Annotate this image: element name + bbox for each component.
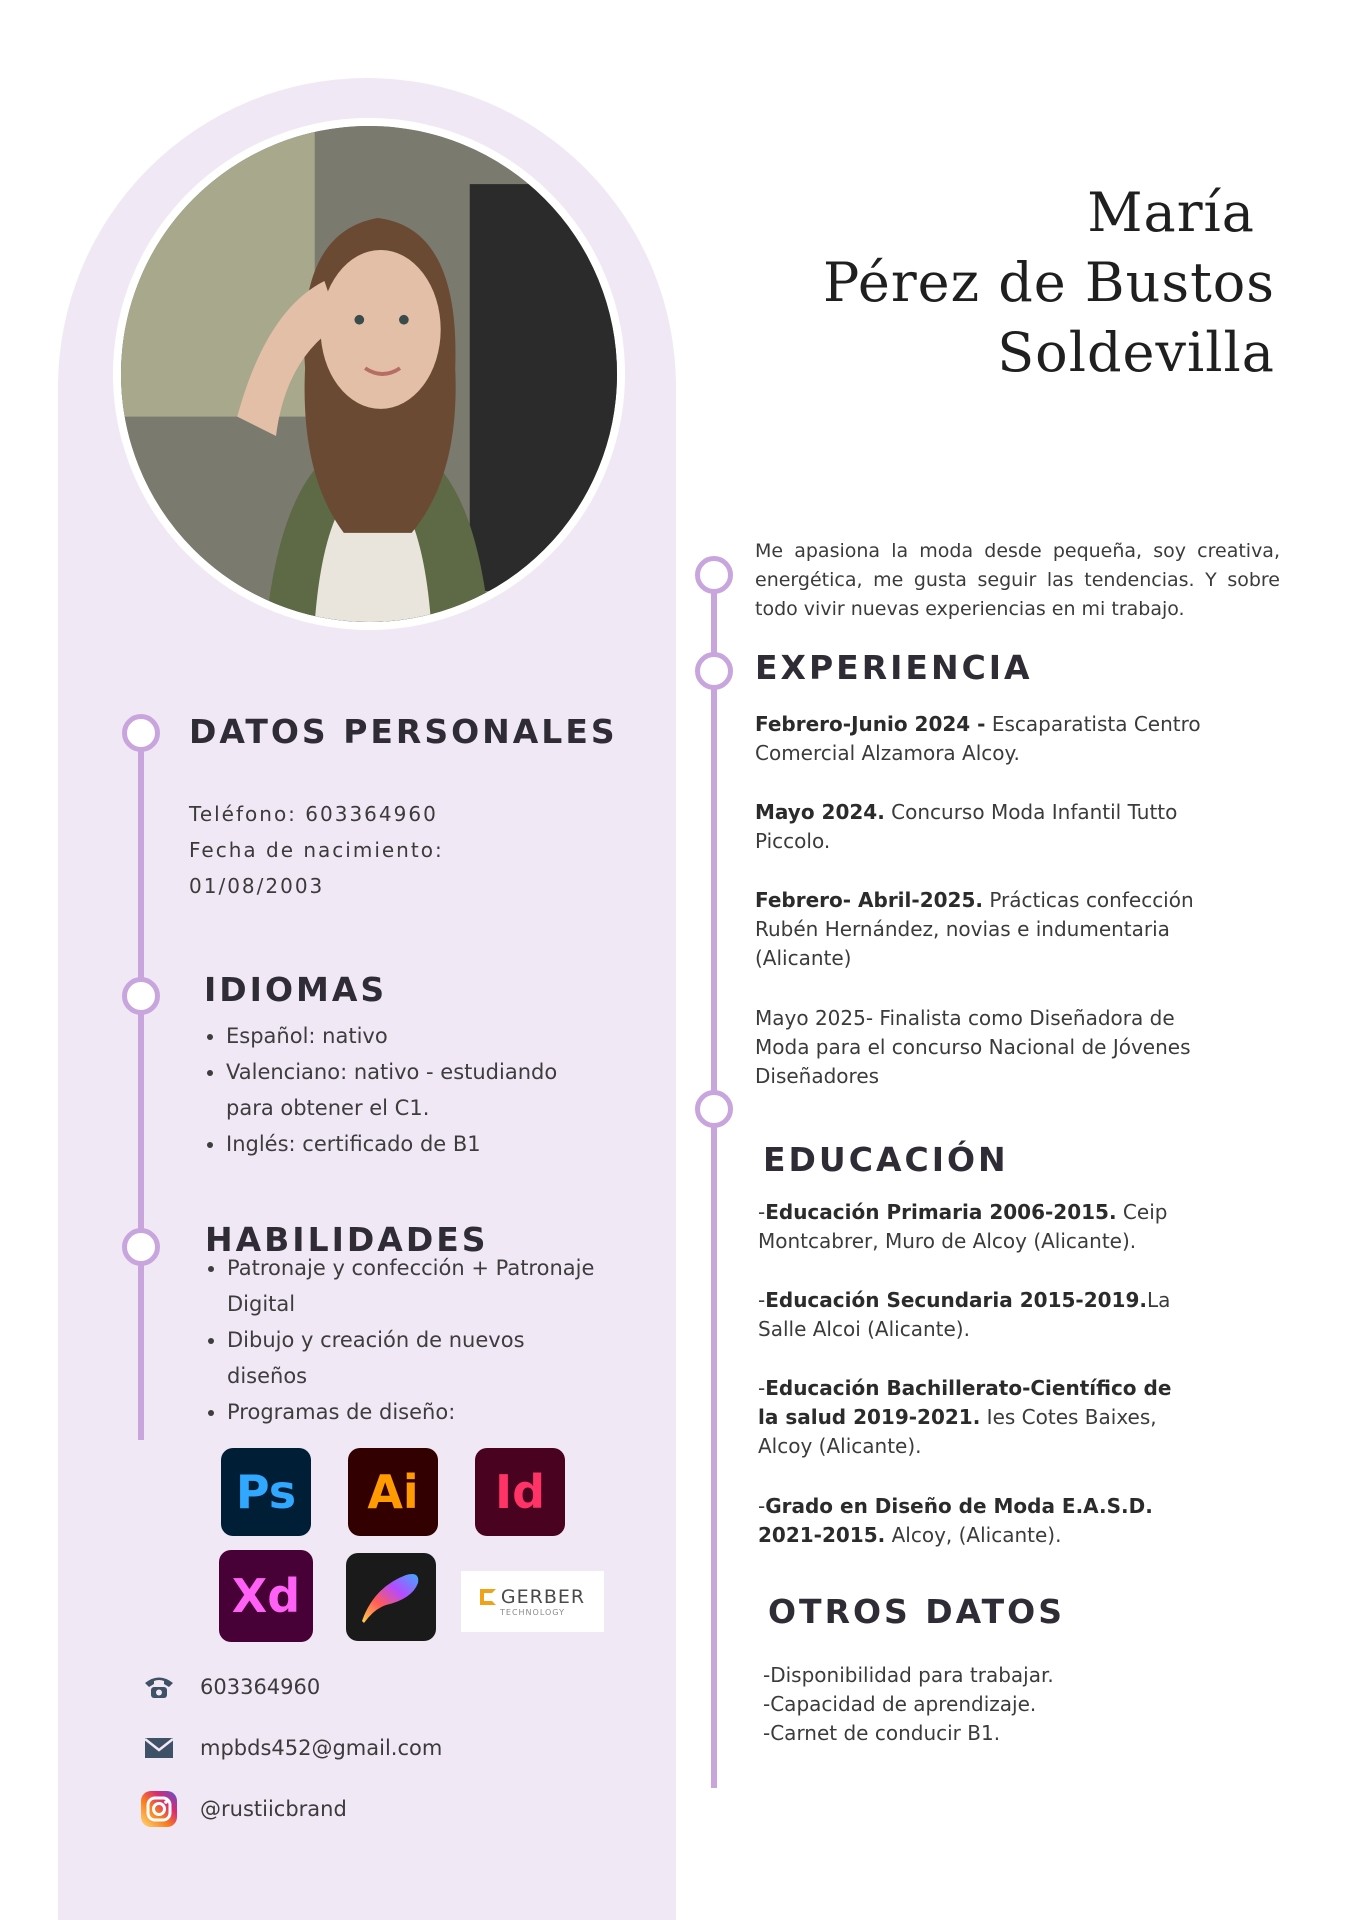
name-line-2: Pérez de Bustos <box>822 251 1275 314</box>
education-item <box>758 1198 1188 1256</box>
experience-item <box>755 1004 1205 1091</box>
procreate-brush-glyph <box>356 1567 426 1627</box>
left-timeline-line <box>138 733 144 1440</box>
gerber-logo <box>461 1571 604 1632</box>
experience-item <box>755 710 1205 768</box>
personal-heading: DATOS PERSONALES <box>189 712 618 751</box>
name-line-1: María <box>1087 181 1255 244</box>
contact-instagram[interactable]: @rustiicbrand <box>200 1797 347 1821</box>
procreate-icon <box>346 1553 436 1641</box>
indesign-icon: Id <box>475 1448 565 1536</box>
languages-list <box>190 1018 590 1162</box>
education-place: Ceip Montcabrer, Muro de Alcoy (Alicante). <box>758 1200 1168 1253</box>
personal-birth-date: 01/08/2003 <box>189 874 325 898</box>
education-dash: - <box>758 1288 766 1312</box>
education-item <box>758 1492 1188 1550</box>
education-place: La Salle Alcoi (Alicante). <box>758 1288 1171 1341</box>
list-item: • Español: nativo <box>226 1018 590 1054</box>
experience-date: Febrero- Abril-2025. <box>755 888 983 912</box>
personal-details <box>189 796 444 904</box>
profile-photo <box>113 118 625 630</box>
portrait-illustration <box>121 126 617 622</box>
education-item <box>758 1374 1188 1461</box>
timeline-node-personal <box>122 714 160 752</box>
experience-heading: EXPERIENCIA <box>755 648 1033 687</box>
contact-email[interactable]: mpbds452@gmail.com <box>200 1736 443 1760</box>
contact-phone-row <box>140 1668 320 1706</box>
name-line-3: Soldevilla <box>997 321 1275 384</box>
gerber-name: GERBER <box>500 1586 586 1608</box>
education-dash: - <box>758 1376 766 1400</box>
gerber-mark-icon <box>480 1589 496 1605</box>
list-item: -Carnet de conducir B1. <box>763 1721 1001 1745</box>
phone-icon <box>140 1668 178 1706</box>
timeline-node-skills <box>122 1228 160 1266</box>
other-heading: OTROS DATOS <box>768 1592 1065 1631</box>
timeline-node-education <box>695 1090 733 1128</box>
education-dash: - <box>758 1200 766 1224</box>
experience-date: Mayo 2024. <box>755 800 885 824</box>
illustrator-icon: Ai <box>348 1448 438 1536</box>
skills-heading: HABILIDADES <box>205 1220 489 1259</box>
list-item: -Capacidad de aprendizaje. <box>763 1692 1037 1716</box>
education-title: Educación Bachillerato-Científico de la salud 2019-2021. <box>758 1376 1172 1429</box>
personal-birth-label: Fecha de nacimiento: <box>189 838 444 862</box>
email-icon <box>140 1729 178 1767</box>
gerber-logo-row <box>480 1586 585 1608</box>
experience-desc: Escaparatista Centro Comercial Alzamora Alcoy. <box>755 712 1201 765</box>
personal-phone: Teléfono: 603364960 <box>189 802 438 826</box>
timeline-node-summary <box>695 556 733 594</box>
experience-desc: Concurso Moda Infantil Tutto Piccolo. <box>755 800 1178 853</box>
contact-phone: 603364960 <box>200 1675 321 1699</box>
profile-summary: Me apasiona la moda desde pequeña, soy creativa, energética, me gusta seguir las tendencias. Y sobre todo vivir nuevas experiencias en mi trabajo. <box>755 540 1280 620</box>
experience-item <box>755 798 1205 856</box>
education-place: Ies Cotes Baixes, Alcoy (Alicante). <box>758 1405 1157 1458</box>
contact-email-row <box>140 1729 442 1767</box>
experience-date: Febrero-Junio 2024 - <box>755 712 986 736</box>
experience-item <box>755 886 1205 973</box>
education-title: Educación Primaria 2006-2015. <box>765 1200 1117 1224</box>
list-item: -Disponibilidad para trabajar. <box>763 1663 1054 1687</box>
experience-desc: Prácticas confección Rubén Hernández, novias e indumentaria (Alicante) <box>755 888 1194 970</box>
other-list <box>763 1661 1183 1748</box>
gerber-sub: TECHNOLOGY <box>500 1608 565 1617</box>
right-timeline-line <box>711 578 717 1788</box>
education-place: Alcoy, (Alicante). <box>885 1523 1062 1547</box>
timeline-node-languages <box>122 977 160 1015</box>
education-heading: EDUCACIÓN <box>763 1140 1009 1179</box>
skills-list <box>191 1250 611 1430</box>
list-item: • Dibujo y creación de nuevos diseños <box>227 1322 611 1394</box>
list-item: • Programas de diseño: <box>227 1394 611 1430</box>
education-title: Grado en Diseño de Moda E.A.S.D. 2021-2015. <box>758 1494 1153 1547</box>
languages-heading: IDIOMAS <box>204 970 388 1009</box>
experience-desc: Mayo 2025- Finalista como Diseñadora de Moda para el concurso Nacional de Jóvenes Diseñadores <box>755 1006 1191 1088</box>
education-dash: - <box>758 1494 766 1518</box>
xd-icon: Xd <box>219 1550 313 1642</box>
full-name <box>823 178 1275 388</box>
education-item <box>758 1286 1188 1344</box>
timeline-node-experience <box>695 652 733 690</box>
list-item: • Valenciano: nativo - estudiando para obtener el C1. <box>226 1054 590 1126</box>
education-title: Educación Secundaria 2015-2019. <box>765 1288 1147 1312</box>
instagram-icon <box>140 1790 178 1828</box>
list-item: • Inglés: certificado de B1 <box>226 1126 590 1162</box>
contact-instagram-row <box>140 1790 347 1828</box>
photoshop-icon: Ps <box>221 1448 311 1536</box>
list-item: • Patronaje y confección + Patronaje Digital <box>227 1250 611 1322</box>
